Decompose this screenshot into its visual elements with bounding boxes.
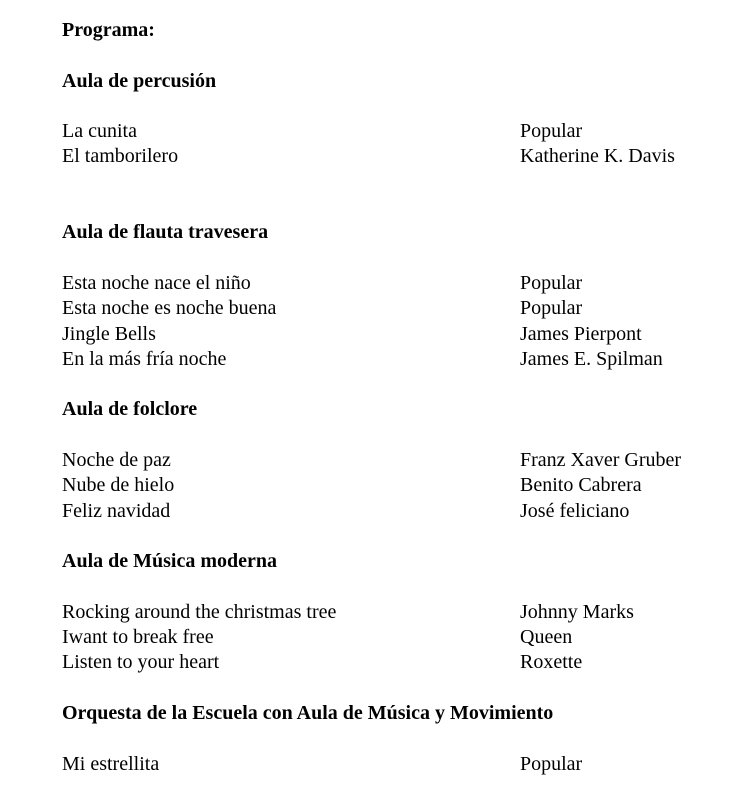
piece-title: Mi estrellita — [62, 752, 160, 775]
piece-title: Feliz navidad — [62, 499, 171, 522]
spacer — [62, 726, 722, 751]
program-item — [62, 473, 722, 498]
piece-composer: Popular — [520, 120, 583, 143]
section-folklore — [62, 397, 722, 523]
piece-title: Esta noche nace el niño — [62, 271, 251, 294]
piece-composer: Katherine K. Davis — [520, 145, 675, 168]
piece-title: Listen to your heart — [62, 651, 220, 674]
section-heading: Aula de percusión — [62, 69, 217, 92]
piece-composer: Queen — [520, 626, 573, 649]
spacer — [62, 575, 722, 600]
program-item — [62, 625, 722, 650]
piece-composer: José feliciano — [520, 499, 630, 522]
program-item — [62, 144, 722, 169]
piece-title: La cunita — [62, 120, 137, 143]
program-item — [62, 448, 722, 473]
program-item — [62, 347, 722, 372]
piece-composer: Popular — [520, 752, 583, 775]
spacer — [62, 43, 722, 68]
spacer — [62, 94, 722, 119]
spacer — [62, 524, 722, 549]
piece-title: Jingle Bells — [62, 322, 156, 345]
spacer — [62, 676, 722, 701]
piece-composer: James Pierpont — [520, 322, 642, 345]
piece-title: Nube de hielo — [62, 474, 175, 497]
program-document — [62, 18, 722, 777]
piece-title: Iwant to break free — [62, 626, 214, 649]
program-item — [62, 322, 722, 347]
spacer — [62, 423, 722, 448]
piece-composer: Franz Xaver Gruber — [520, 449, 682, 472]
spacer — [62, 372, 722, 397]
program-item — [62, 119, 722, 144]
program-item — [62, 600, 722, 625]
program-label: Programa: — [62, 19, 155, 41]
piece-title: En la más fría noche — [62, 347, 227, 370]
spacer — [62, 170, 722, 221]
spacer — [62, 246, 722, 271]
section-heading: Aula de Música moderna — [62, 550, 277, 573]
piece-title: Esta noche es noche buena — [62, 297, 277, 320]
piece-composer: James E. Spilman — [520, 347, 663, 370]
piece-title: Noche de paz — [62, 449, 171, 472]
program-item — [62, 752, 722, 777]
section-heading: Orquesta de la Escuela con Aula de Música y Movimiento — [62, 702, 554, 725]
section-heading: Aula de folclore — [62, 398, 198, 421]
piece-composer: Johnny Marks — [520, 600, 634, 623]
program-item — [62, 296, 722, 321]
program-item — [62, 650, 722, 675]
section-percussion — [62, 69, 722, 170]
section-modern-music — [62, 549, 722, 675]
piece-composer: Benito Cabrera — [520, 474, 642, 497]
piece-title: Rocking around the christmas tree — [62, 600, 337, 623]
section-flute — [62, 220, 722, 372]
section-heading: Aula de flauta travesera — [62, 221, 269, 244]
program-item — [62, 271, 722, 296]
piece-title: El tamborilero — [62, 145, 179, 168]
piece-composer: Popular — [520, 271, 583, 294]
piece-composer: Roxette — [520, 651, 583, 674]
section-orchestra — [62, 701, 722, 777]
piece-composer: Popular — [520, 297, 583, 320]
program-item — [62, 499, 722, 524]
